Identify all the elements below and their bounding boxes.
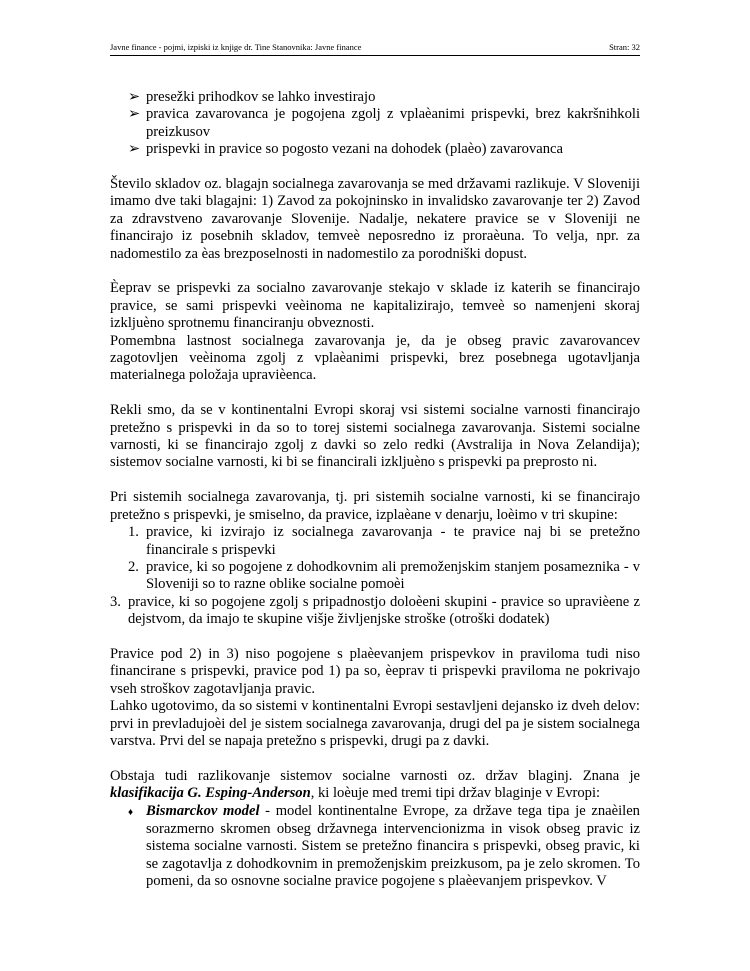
paragraph: Pomembna lastnost socialnega zavarovanja je, da je obseg pravic zavarovancev zagotovljen veèinoma zgolj z vplaèanimi prispevki, brez posebnega ugotavljanja materialnega položaja upravièenca. [110,332,640,384]
document-body [110,89,640,891]
arrow-bullet-icon: ➢ [128,106,141,123]
page-header [110,42,640,56]
item-number: 1. [128,524,139,541]
item-number: 2. [128,558,139,575]
numbered-item: 2. pravice, ki so pogojene z dohodkovnim ali premoženjskim stanjem posameznika - v Sloveniji so to razne oblike socialne pomoèi [128,558,640,593]
model-item: ♦ Bismarckov model - model kontinentalne Evrope, za države tega tipa je znaèilen sorazmerno skromen obseg državnega intervencionizma in visok obseg pravic iz sistema socialne varnosti. Sistem se pretežno financira s prispevki, obseg pravic, ki se zagotavlja z dohodkovnim in premoženjskim preizkusom, pa je zelo skromen. To pomeni, da so osnovne socialne pravice pogojene s plaèevanjem prispevkov. V [128,802,640,890]
paragraph: Pri sistemih socialnega zavarovanja, tj. pri sistemih socialne varnosti, ki se financirajo pretežno s prispevki, je smiselno, da pravice, izplaèane v denarju, loèimo v tri skupine: [110,489,640,523]
page-number: Stran: 32 [609,42,640,52]
numbered-item: 3. pravice, ki so pogojene zgolj s pripadnostjo doloèeni skupini - pravice so upravièene z dejstvom, da imajo te skupine višje življenjske stroške (otroški dodatek) [110,593,640,628]
paragraph: Število skladov oz. blagajn socialnega zavarovanja se med državami razlikuje. V Sloveniji imamo dve taki blagajni: 1) Zavod za pokojninsko in invalidsko zavarovanje ter 2) Zavod za zdravstveno zavarovanje Slovenije. Nadalje, nekatere pravice se v Sloveniji ne financirajo iz posebnih skladov, temveè neposredno iz proraèuna. To velja, npr. za nadomestilo za èas brezposelnosti in nadomestilo za porodniški dopust. [110,176,640,262]
emphasis: klasifikacija G. Esping-Anderson [110,785,311,802]
list-item: ➢ pravica zavarovanca je pogojena zgolj z vplaèanimi prispevki, brez kakršnihkoli preizkusov [128,106,640,140]
arrow-bullet-icon: ➢ [128,141,141,158]
list-item: ➢ prispevki in pravice so pogosto vezani na dohodek (plaèo) zavarovanca [128,141,563,158]
paragraph: Pravice pod 2) in 3) niso pogojene s plaèevanjem prispevkov in praviloma tudi niso financirane s prispevki, pravice pod 1) pa so, èeprav ti prispevki praviloma ne pokrivajo vseh stroškov zagotavljanja pravic. [110,645,640,697]
paragraph: Obstaja tudi razlikovanje sistemov socialne varnosti oz. držav blaginj. Znana je klasifikacija G. Esping-Anderson, ki loèuje med tremi tipi držav blaginje v Evropi: [110,767,640,802]
item-number: 3. [110,593,121,610]
diamond-bullet-icon: ♦ [128,806,134,818]
header-title: Javne finance - pojmi, izpiski iz knjige dr. Tine Stanovnika: Javne finance [110,42,362,52]
paragraph: Lahko ugotovimo, da so sistemi v kontinentalni Evropi sestavljeni dejansko iz dveh delov: prvi in prevladujoèi del je sistem socialnega zavarovanja, drugi del pa je sistem socialnega varstva. Prvi del se napaja pretežno s prispevki, drugi pa z davki. [110,698,640,749]
list-item: ➢ presežki prihodkov se lahko investirajo [128,89,376,105]
model-title: Bismarckov model [146,802,260,819]
paragraph: Rekli smo, da se v kontinentalni Evropi skoraj vsi sistemi socialne varnosti financirajo pretežno s prispevki in da so to torej sistemi socialnega zavarovanja. Sistemi socialne varnosti, ki se financirajo zgolj z davki so zelo redki (Avstralija in Nova Zelandija); sistemov socialne varnosti, ki bi se financirali izkljuèno s prispevki pa preprosto ni. [110,402,640,471]
arrow-bullet-icon: ➢ [128,89,141,105]
numbered-item: 1. pravice, ki izvirajo iz socialnega zavarovanja - te pravice naj bi se pretežno financirale s prispevki [128,524,640,558]
paragraph: Èeprav se prispevki za socialno zavarovanje stekajo v sklade iz katerih se financirajo pravice, se sami prispevki veèinoma ne kapitalizirajo, temveè so namenjeni skoraj izkljuèno sprotnemu financiranju obveznosti. [110,280,640,332]
